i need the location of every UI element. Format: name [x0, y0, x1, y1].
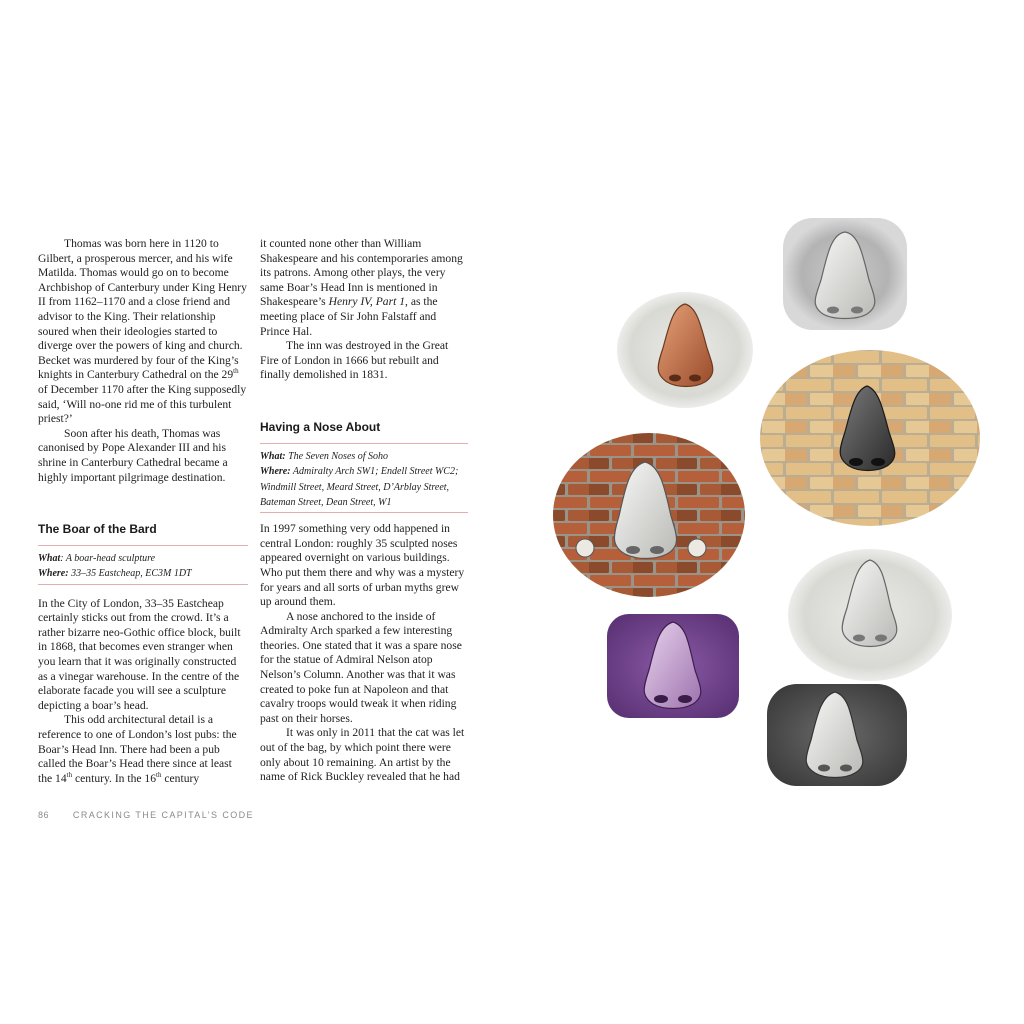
nose-3-dark-on-brick-icon	[760, 350, 980, 526]
nose-4-white-on-brick-icon	[553, 433, 745, 597]
nose-7-grey-on-charcoal-icon	[767, 684, 907, 786]
page-number: 86	[38, 810, 50, 820]
noses-where-line: Where: Admiralty Arch SW1; Endell Street WC2; Windmill Street, Meard Street, D’Arblay Street, Bateman Street, Dean Street, W1	[260, 466, 459, 508]
boar-paragraph-2: This odd architectural detail is a reference to one of London’s lost pubs: the Boar’s Head Inn. There had been a pub called the Boar’s Head there since at least the 14th century. In the 16th century	[38, 713, 237, 785]
noses-what-line: What: The Seven Noses of Soho	[260, 450, 389, 462]
intro-paragraph-2: Soon after his death, Thomas was canonised by Pope Alexander III and his shrine in Canterbury Cathedral became a highly important pilgrimage destination.	[38, 426, 228, 484]
left-text-column	[38, 237, 248, 786]
nose-1-grey-icon	[783, 218, 907, 330]
boar-what-line: What: A boar-head sculpture	[38, 553, 156, 565]
section-heading-noses: Having a Nose About	[260, 419, 381, 434]
section-heading-boar: The Boar of the Bard	[38, 522, 157, 537]
right-text-column	[260, 237, 468, 785]
boar-paragraph-1: In the City of London, 33–35 Eastcheap certainly sticks out from the crowd. It’s a rather bizarre neo-Gothic office block, built in 1868, that becomes even stranger when you learn that it was originally constructed as a vinegar warehouse. In the centre of the elaborate facade you will see a sculpture depicting a boar’s head.	[38, 596, 241, 712]
nose-5-white-on-grey-icon	[788, 549, 952, 681]
seven-noses-illustration	[545, 210, 985, 790]
intro-paragraph-1: Thomas was born here in 1120 to Gilbert, a prosperous mercer, and his wife Matilda. Thomas would go on to become Archbishop of Canterbury under King Henry II from 1162–1170 and a close friend and advisor to the King. Their relationship soured when their ideologies started to diverge over the powers of king and church. Becket was murdered by four of the King’s knights in Canterbury Cathedral on the 29th of December 1170 after the King supposedly said, ‘Will no-one rid me of this turbulent priest?’	[38, 237, 247, 426]
noses-paragraph-3: It was only in 2011 that the cat was let out of the bag, by which point there were only about 10 remaining. An artist by the name of Rick Buckley revealed that he had	[260, 726, 465, 784]
nose-2-copper-icon	[617, 292, 753, 408]
boar-where-line: Where: 33–35 Eastcheap, EC3M 1DT	[38, 568, 192, 580]
noses-info-box	[260, 443, 468, 513]
page-footer	[38, 810, 254, 820]
boar-continued-paragraph-2: The inn was destroyed in the Great Fire of London in 1666 but rebuilt and finally demolished in 1831.	[260, 339, 449, 382]
running-title: CRACKING THE CAPITAL’S CODE	[72, 810, 254, 820]
noses-paragraph-1: In 1997 something very odd happened in central London: roughly 35 sculpted noses appeared overnight on various buildings. Who put them there and why was a mystery for years and all sorts of urban myths grew up around them.	[260, 522, 465, 609]
boar-continued-paragraph: it counted none other than William Shakespeare and his contemporaries among its patrons. Among other plays, the very same Boar’s Head Inn is mentioned in Shakespeare’s Henry IV, Part 1, as the meeting place of Sir John Falstaff and Prince Hal.	[260, 237, 463, 338]
noses-paragraph-2: A nose anchored to the inside of Admiralty Arch sparked a few interesting theories. One stated that it was a spare nose for the statue of Admiral Nelson atop Nelson’s Column. Another was that it was created to poke fun at Napoleon and that cavalry troops would tweak it when riding past on their horses.	[260, 609, 462, 725]
nose-6-purple-icon	[607, 614, 739, 718]
boar-info-box	[38, 545, 248, 585]
